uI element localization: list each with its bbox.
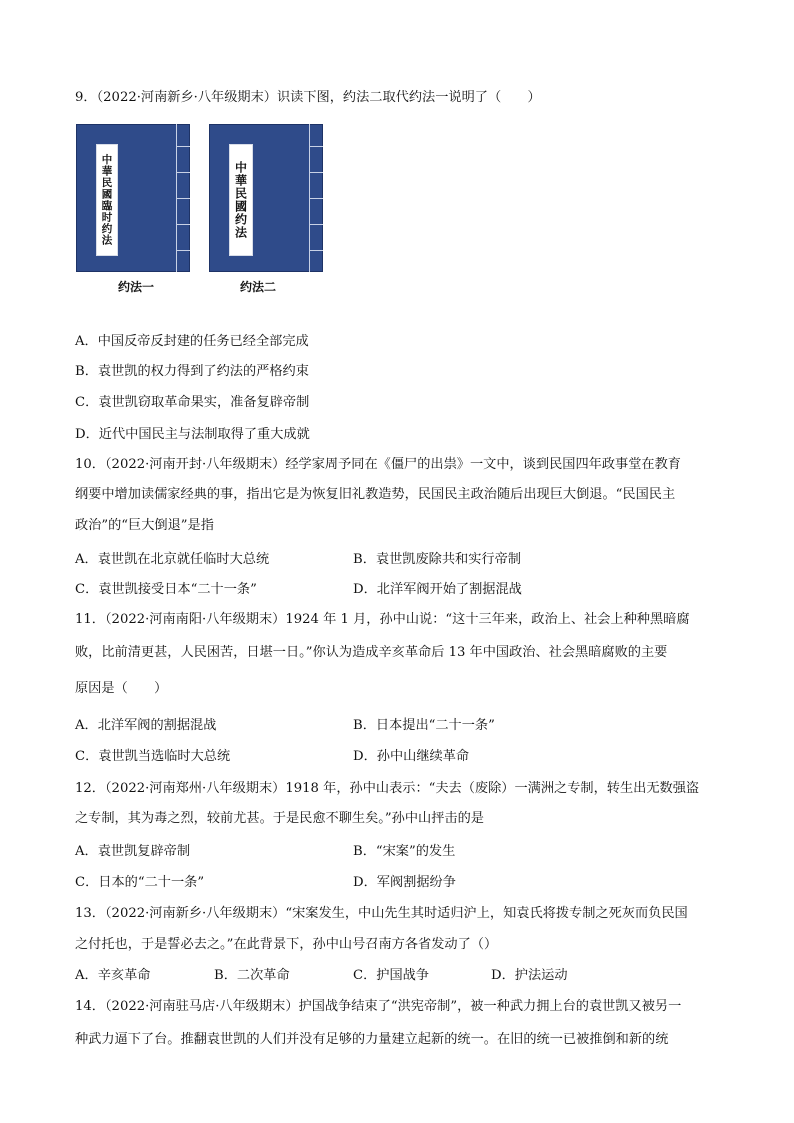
q12-line2: 之专制，其为毒之烈，较前尤甚。于是民愈不聊生矣。”孙中山抨击的是 — [75, 811, 484, 826]
caption-constitution-1: 约法一 — [118, 280, 155, 294]
q12-line1: 12．（2022·河南郑州·八年级期末）1918 年，孙中山表示：“夫去（废除）一满洲之专制，转生出无数强盗 — [75, 781, 700, 796]
q9-option-b: B．袁世凯的权力得到了约法的严格约束 — [75, 364, 309, 379]
book2-title: 中華民國约法 — [233, 161, 248, 239]
book-image-constitution — [209, 124, 323, 272]
q14-line2: 种武力逼下了台。推翻袁世凯的人们并没有足够的力量建立起新的统一。在旧的统一已被推倒和新的统 — [75, 1032, 669, 1047]
q9-option-a: A．中国反帝反封建的任务已经全部完成 — [75, 334, 309, 349]
q13-option-a: A．辛亥革命 — [75, 968, 151, 983]
q13-option-d: D．护法运动 — [491, 968, 568, 983]
q10-option-d: D．北洋军阀开始了割据混战 — [353, 582, 522, 597]
q9-option-d: D．近代中国民主与法制取得了重大成就 — [75, 427, 310, 442]
q13-line2: 之付托也，于是誓必去之。”在此背景下，孙中山号召南方各省发动了（） — [75, 937, 498, 952]
q9-stem: 9．（2022·河南新乡·八年级期末）识读下图，约法二取代约法一说明了（ ） — [75, 90, 541, 105]
q10-line3: 政治”的“巨大倒退”是指 — [75, 518, 214, 533]
q12-option-b: B．“宋案”的发生 — [353, 844, 456, 859]
book1-title: 中華民國臨时约法 — [100, 154, 113, 246]
q13-option-b: B．二次革命 — [214, 968, 290, 983]
q11-line1: 11．（2022·河南南阳·八年级期末）1924 年 1 月，孙中山说：“这十三年来，政治上、社会上种种黑暗腐 — [75, 612, 690, 627]
q10-option-c: C．袁世凯接受日本“二十一条” — [75, 582, 257, 597]
q11-option-a: A．北洋军阀的割据混战 — [75, 718, 217, 733]
caption-constitution-2: 约法二 — [240, 280, 277, 294]
q10-option-a: A．袁世凯在北京就任临时大总统 — [75, 552, 270, 567]
q12-option-c: C．日本的“二十一条” — [75, 875, 205, 890]
q13-line1: 13．（2022·河南新乡·八年级期末）“宋案发生，中山先生其时适归沪上，知袁氏将拨专制之死灰而负民国 — [75, 906, 688, 921]
q11-option-d: D．孙中山继续革命 — [353, 749, 470, 764]
q11-line2: 败，比前清更甚，人民困苦，日堪一日。”你认为造成辛亥革命后 13 年中国政治、社会黑暗腐败的主要 — [75, 645, 668, 660]
q11-line3: 原因是（ ） — [75, 681, 168, 696]
q9-option-c: C．袁世凯窃取革命果实，准备复辟帝制 — [75, 395, 310, 410]
q13-option-c: C．护国战争 — [353, 968, 430, 983]
q12-option-d: D．军阀割据纷争 — [353, 875, 456, 890]
q11-option-b: B．日本提出“二十一条” — [353, 718, 495, 733]
q12-option-a: A．袁世凯复辟帝制 — [75, 844, 191, 859]
q10-line2: 纲要中增加读儒家经典的事，指出它是为恢复旧礼教造势，民国民主政治随后出现巨大倒退。“民国民主 — [75, 487, 676, 502]
q10-option-b: B．袁世凯废除共和实行帝制 — [353, 552, 521, 567]
book-image-provisional-constitution — [76, 124, 190, 272]
q14-line1: 14．（2022·河南驻马店·八年级期末）护国战争结束了“洪宪帝制”，被一种武力拥上台的袁世凯又被另一 — [75, 999, 682, 1014]
q10-line1: 10．（2022·河南开封·八年级期末）经学家周予同在《僵尸的出祟》一文中，谈到民国四年政事堂在教育 — [75, 457, 681, 472]
q11-option-c: C．袁世凯当选临时大总统 — [75, 749, 231, 764]
